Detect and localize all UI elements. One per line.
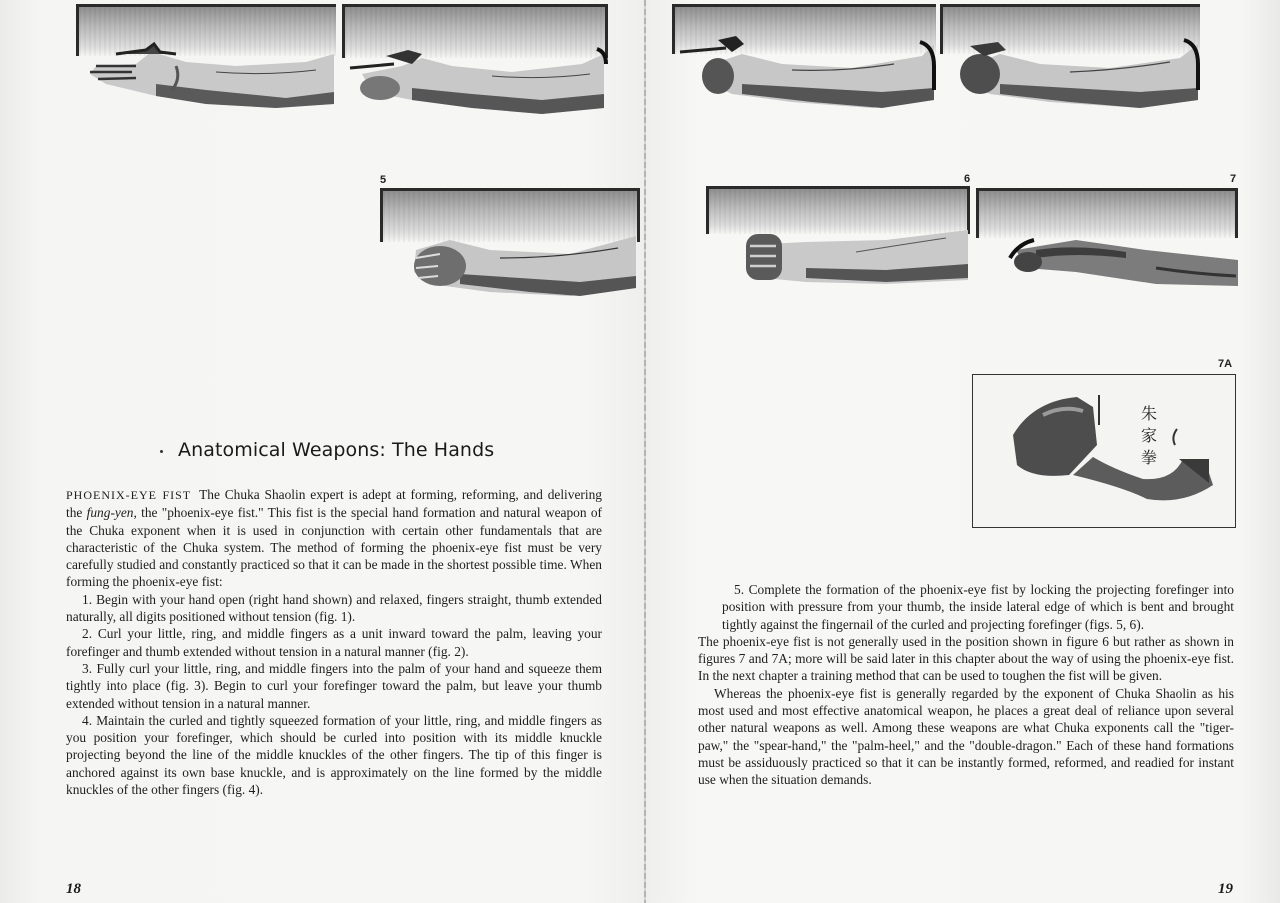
- figure-3-photo: [672, 4, 936, 108]
- figure-6-photo: [706, 186, 970, 286]
- page-number-right: 19: [1218, 881, 1233, 897]
- chapter-title: Anatomical Weapons: The Hands: [178, 439, 495, 461]
- page-number-left: 18: [66, 881, 81, 897]
- book-gutter: [644, 0, 646, 903]
- chinese-character-1: 朱: [1141, 404, 1158, 423]
- figure-5-label: 5: [380, 174, 387, 186]
- figure-7-photo: [976, 188, 1238, 292]
- phoenix-eye-fist-side-illustration: [380, 188, 640, 300]
- curled-fist-forefinger-out-illustration: [672, 4, 936, 108]
- figure-7a-label: 7A: [1218, 358, 1233, 370]
- phoenix-eye-fist-horizontal-illustration: [976, 188, 1238, 292]
- right-body-text: [698, 581, 1234, 789]
- phoenix-eye-fist-vertical-illustration: [706, 186, 970, 286]
- chinese-character-2: 家: [1141, 426, 1158, 445]
- open-hand-arm-illustration: [76, 4, 336, 112]
- intro-paragraph: [66, 486, 602, 591]
- figure-1-photo: [76, 4, 336, 112]
- step-1: 1. Begin with your hand open (right hand shown) and relaxed, fingers straight, thumb extended naturally, all digits positioned without tension (fig. 1).: [66, 591, 602, 625]
- step-5: 5. Complete the formation of the phoenix-eye fist by locking the projecting forefinger into position with pressure from your thumb, the inside lateral edge of which is bent and brought tightly against the fingernail of the curled and projecting forefinger (figs. 5, 6).: [722, 582, 1234, 632]
- step-3: 3. Fully curl your little, ring, and middle fingers into the palm of your hand and squeeze them tightly into place (fig. 3). Begin to curl your forefinger toward the palm, but leave your thumb extended without tension in a natural manner.: [66, 660, 602, 711]
- left-body-text: [66, 486, 602, 798]
- step-4: 4. Maintain the curled and tightly squeezed formation of your little, ring, and middle fingers as you position your forefinger, which should be curled into position with its middle knuckle projecting beyond the line of the middle knuckles of the other fingers. The tip of this finger is anchored against its own base knuckle, and is approximately on the line formed by the middle knuckles of the other fingers (fig. 4).: [66, 712, 602, 798]
- right-page: [648, 0, 1280, 903]
- figure-7a-photo: [972, 374, 1236, 528]
- figure-7-label: 7: [1230, 173, 1237, 185]
- chinese-character-3: 拳: [1141, 448, 1158, 467]
- page-speck: [160, 450, 163, 453]
- curled-fingers-arm-illustration: [342, 4, 608, 116]
- forefinger-knuckle-projecting-illustration: [940, 4, 1200, 108]
- step-2: 2. Curl your little, ring, and middle fingers as a unit inward toward the palm, leaving your forefinger and thumb extended without tension in a natural manner (fig. 2).: [66, 626, 602, 659]
- paragraph-figure-usage: The phoenix-eye fist is not generally used in the position shown in figure 6 but rather as shown in figures 7 and 7A; more will be said later in this chapter about the way of using the phoenix-eye fist. In the next chapter a training method that can be used to toughen the fist will be given.: [698, 633, 1234, 684]
- section-label: PHOENIX-EYE FIST: [66, 488, 192, 502]
- figure-4-photo: [940, 4, 1200, 108]
- figure-5-photo: [380, 188, 640, 300]
- intro-text-part-1: The Chuka Shaolin expert is adept at forming, reforming, and delivering the: [66, 487, 602, 521]
- paragraph-other-weapons: Whereas the phoenix-eye fist is generally regarded by the exponent of Chuka Shaolin as his most used and most effective anatomical weapon, he places a great deal of reliance upon several other natural weapons as well. Among these weapons are what Chuka exponents call the "tiger-paw," the "spear-hand," the "palm-heel," and the "double-dragon." Each of these hand formations must be assiduously practiced so that it can be instantly formed, reformed, and readied for instant use when the situation demands.: [698, 685, 1234, 788]
- figure-6-label: 6: [964, 173, 971, 185]
- phoenix-eye-fist-closeup-illustration: [973, 375, 1236, 528]
- figure-2-photo: [342, 4, 608, 116]
- intro-italic-term: fung-yen: [86, 505, 134, 521]
- intro-text-part-2: , the "phoenix-eye fist." This fist is the special hand formation and natural weapon of the Chuka exponent when it is used in conjunction with certain other fundamentals that are characteristic of the Chuka system. The method of forming the phoenix-eye fist must be very carefully studied and constantly practiced so that it can be made in the shortest possible time. When forming the phoenix-eye fist:: [66, 505, 602, 590]
